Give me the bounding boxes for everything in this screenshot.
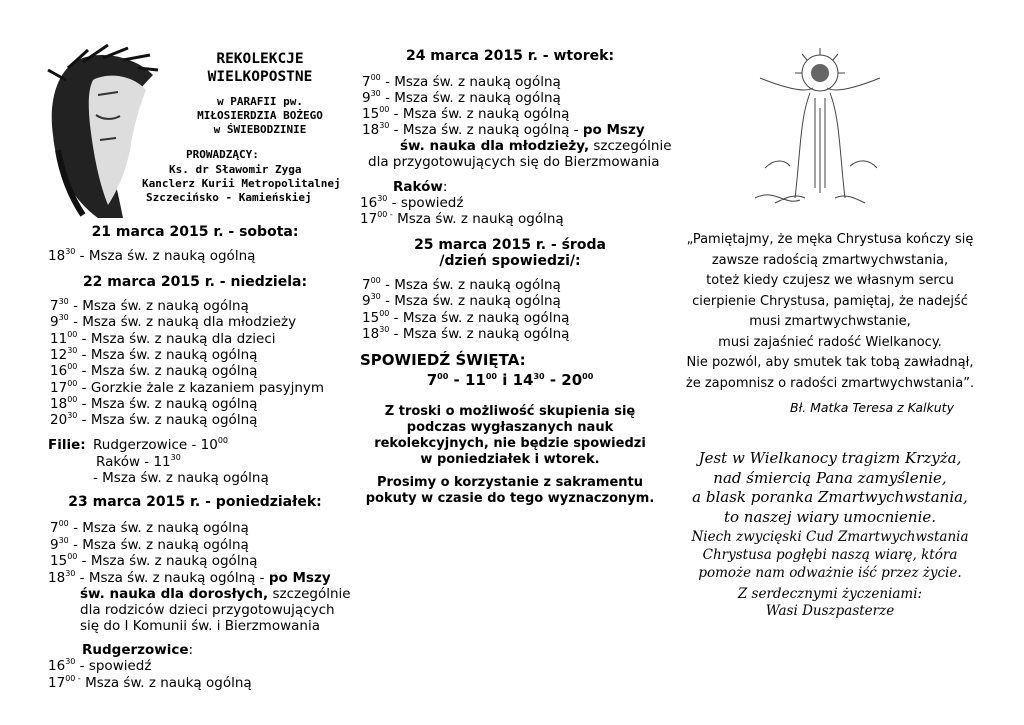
leader-role-2: Szczecińsko - Kamieńskiej [146, 191, 312, 204]
day25-heading-1: 25 marca 2015 r. - środa [414, 237, 606, 253]
confession-title: SPOWIEDŹ ŚWIĘTA: [360, 351, 526, 369]
schedule-item: $11^{00}$ - Msza św. z nauką dla dzieci [50, 329, 276, 347]
leader-name: Ks. dr Sławomir Zyga [169, 163, 302, 176]
schedule-item: $16^{30}$ - spowiedź [360, 194, 464, 211]
confession-plea-2: pokuty w czasie do tego wyznaczonym. [365, 491, 655, 506]
schedule-item: $16^{30}$ - spowiedź [48, 657, 152, 674]
day23-evening-cont3: się do I Komunii św. i Bierzmowania [80, 618, 320, 634]
day23-evening-cont2: dla rodziców dzieci przygotowujących [80, 602, 335, 618]
schedule-item: $9^{30}$ - Msza św. z nauką ogólną [362, 89, 561, 106]
day24-heading: 24 marca 2015 r. - wtorek: [405, 48, 615, 64]
day24-sub-label: Raków: [393, 179, 448, 195]
parish-line-2: MIŁOSIERDZIA BOŻEGO [197, 109, 323, 122]
poem-line: a blask poranka Zmartwychwstania, [692, 488, 968, 506]
leaders-label: PROWADZĄCY: [186, 148, 259, 161]
schedule-item: $17^{00 -}$ Msza św. z nauką ogólną [360, 210, 564, 227]
leader-role-1: Kanclerz Kurii Metropolitalnej [142, 177, 341, 190]
confession-note-3: rekolekcyjnych, nie będzie spowiedzi [374, 436, 646, 451]
wish-line: Niech zwycięski Cud Zmartwychwstania [691, 529, 969, 545]
day21-heading: 21 marca 2015 r. - sobota: [91, 224, 299, 240]
confession-note-4: w poniedziałek i wtorek. [420, 452, 600, 467]
quote-line: musi zmartwychwstanie, [749, 314, 911, 329]
day25-heading-2: /dzień spowiedzi/: [439, 253, 581, 269]
quote-line: toteż kiedy czujesz we własnym sercu [706, 273, 954, 288]
day24-evening-cont: św. nauka dla młodzieży, szczególnie [400, 138, 672, 154]
day22-heading: 22 marca 2015 r. - niedziela: [82, 274, 308, 290]
schedule-item: $12^{30}$ - Msza św. z nauką ogólną [50, 345, 258, 363]
day23-evening: $18^{30}$ - Msza św. z nauką ogólną - po Mszy [48, 569, 331, 586]
filie-mass: - Msza św. z nauką ogólną [93, 470, 269, 486]
confession-plea-1: Prosimy o korzystanie z sakramentu [376, 475, 644, 490]
quote-line: zawsze radością zmartwychwstania, [711, 252, 949, 268]
schedule-item: $15^{00}$ - Msza św. z nauką ogólną [362, 308, 570, 326]
schedule-item: $17^{00 -}$ Msza św. z nauką ogólną [48, 674, 252, 691]
poem-line: Jest w Wielkanocy tragizm Krzyża, [698, 449, 962, 467]
schedule-item: $18^{30}$ - Msza św. z nauką ogólną [362, 324, 570, 342]
schedule-item: $7^{00}$ - Msza św. z nauką ogólną [362, 276, 561, 293]
header-title-1: REKOLEKCJE [216, 51, 304, 67]
schedule-item: $18^{30}$ - Msza św. z nauką ogólną [48, 247, 256, 264]
filie-label: Filie: [48, 437, 86, 453]
day24-evening-cont2: dla przygotowujących się do Bierzmowania [368, 154, 660, 170]
schedule-item: $7^{00}$ - Msza św. z nauką ogólną [50, 519, 249, 536]
header-title-2: WIELKOPOSTNE [207, 69, 313, 85]
day23-evening-cont: św. nauka dla dorosłych, szczególnie [80, 586, 351, 602]
parish-line-1: w PARAFII pw. [216, 95, 304, 108]
filie-rakow: Raków - $11^{30}$ [96, 453, 181, 470]
schedule-item: $9^{30}$ - Msza św. z nauką ogólną [362, 292, 561, 310]
parish-line-3: w ŚWIEBODZINIE [213, 123, 307, 136]
confession-note-1: Z troski o możliwość skupienia się [384, 404, 636, 419]
schedule-item: $20^{30}$ - Msza św. z nauką ogólną [50, 411, 258, 429]
quote-author: Bł. Matka Teresa z Kalkuty [790, 400, 954, 415]
schedule-item: $15^{00}$ - Msza św. z nauką ogólną [362, 105, 570, 122]
day23-sub-label: Rudgerzowice: [82, 642, 194, 658]
schedule-item: $17^{00}$ - Gorzkie żale z kazaniem pasyjnym [50, 378, 325, 396]
poem-line: to naszej wiary umocnienie. [723, 507, 937, 526]
quote-line: cierpienie Chrystusa, pamiętaj, że nadejść [692, 293, 968, 309]
poem-line: nad śmiercią Pana zamyślenie, [713, 468, 947, 487]
schedule-item: $7^{00}$ - Msza św. z nauką ogólną [362, 73, 561, 90]
risen-christ-image [745, 48, 895, 208]
schedule-item: $15^{00}$ - Msza św. z nauką ogólną [50, 552, 258, 569]
schedule-item: $7^{30}$ - Msza św. z nauką ogólną [50, 297, 249, 314]
confession-note-2: podczas wygłaszanych nauk [406, 420, 614, 435]
schedule-item: $9^{30}$ - Msza św. z nauką dla młodzieży [50, 313, 297, 331]
wish-line: Chrystusa pogłębi naszą wiarę, która [702, 547, 958, 563]
confession-hours: $7^{00} - 11^{00}$ i $14^{30} - 20^{00}$ [426, 371, 594, 389]
greeting-1: Z serdecznymi życzeniami: [737, 586, 923, 602]
schedule-item: $18^{00}$ - Msza św. z nauką ogólną [50, 394, 258, 412]
quote-line: że zapomnisz o radości zmartwychwstania”. [685, 375, 975, 391]
schedule-item: $9^{30}$ - Msza św. z nauką ogólną [50, 535, 249, 553]
day23-heading: 23 marca 2015 r. - poniedziałek: [68, 494, 322, 510]
quote-line: „Pamiętajmy, że męka Chrystusa kończy się [686, 232, 974, 247]
schedule-item: $16^{00}$ - Msza św. z nauką ogólną [50, 362, 258, 380]
quote-line: musi zajaśnieć radość Wielkanocy. [718, 334, 942, 350]
greeting-2: Wasi Duszpasterze [765, 603, 895, 619]
day24-evening: $18^{30}$ - Msza św. z nauką ogólną - po Mszy [362, 121, 645, 138]
quote-line: Nie pozwól, aby smutek tak tobą zawładnął, [686, 355, 974, 370]
wish-line: pomoże nam odważnie iść przez życie. [698, 565, 962, 581]
filie-rudgerzowice: Rudgerzowice - $10^{00}$ [93, 436, 229, 453]
